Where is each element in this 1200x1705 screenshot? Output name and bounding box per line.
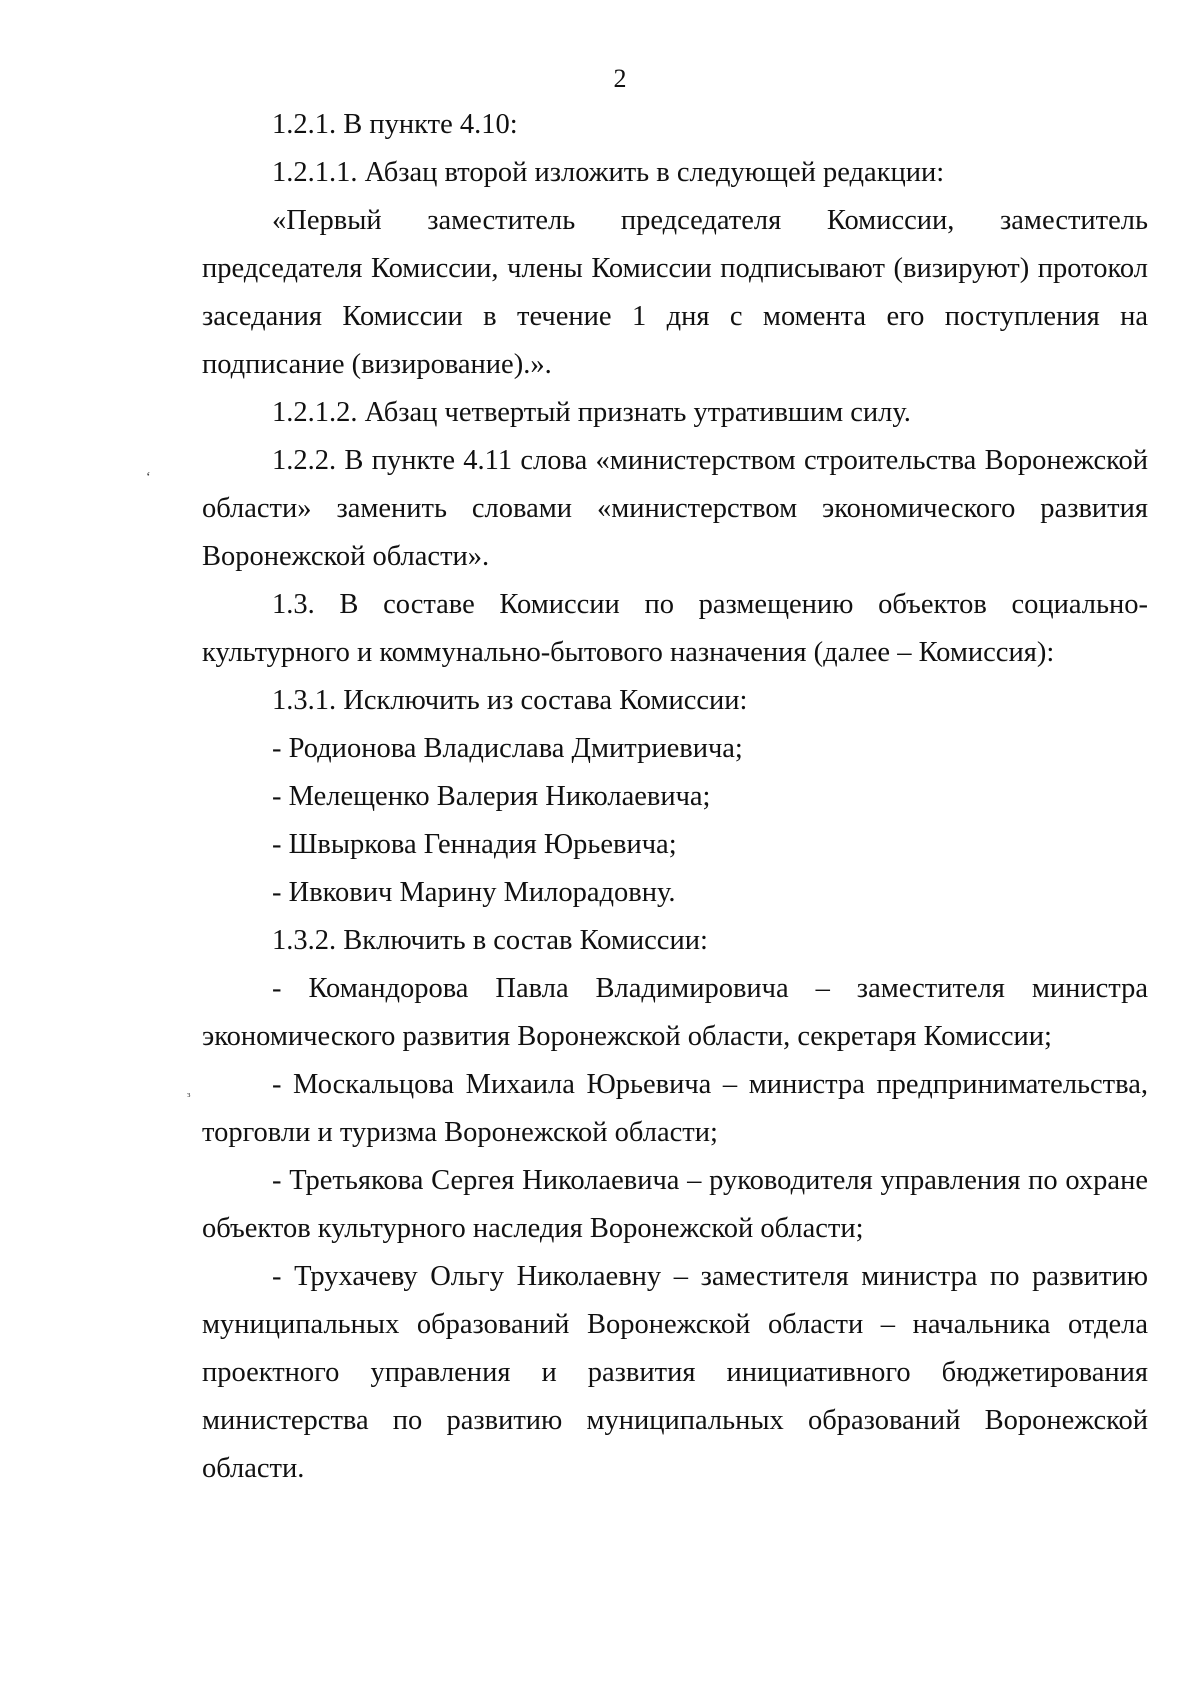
paragraph-1-2-1-1: 1.2.1.1. Абзац второй изложить в следующей редакции:: [272, 157, 945, 188]
paragraph-1-2-1: 1.2.1. В пункте 4.10:: [272, 109, 518, 140]
paragraph-1-2-1-2: 1.2.1.2. Абзац четвертый признать утратившим силу.: [272, 397, 911, 428]
list-item-excluded: - Мелещенко Валерия Николаевича;: [272, 781, 711, 812]
document-body: [202, 101, 1148, 1493]
list-item-included: - Командорова Павла Владимировича – заместителя министра экономического развития Воронежской области, секретаря Комиссии;: [202, 973, 1148, 1052]
list-item-included: - Трухачеву Ольгу Николаевну – заместителя министра по развитию муниципальных образований Воронежской области – начальника отдела проектного управления и развития инициативного бюджетирования министерства по развитию муниципальных образований Воронежской области.: [202, 1261, 1148, 1484]
list-item-excluded: - Швыркова Геннадия Юрьевича;: [272, 829, 677, 860]
paragraph-1-3-1: 1.3.1. Исключить из состава Комиссии:: [272, 685, 748, 716]
list-item-included: - Москальцова Михаила Юрьевича – министра предпринимательства, торговли и туризма Воронежской области;: [202, 1069, 1148, 1148]
list-item-excluded: - Ивкович Марину Милорадовну.: [272, 877, 676, 908]
scan-mark: ‘: [146, 470, 151, 485]
paragraph-1-3-2: 1.3.2. Включить в состав Комиссии:: [272, 925, 708, 956]
list-item-excluded: - Родионова Владислава Дмитриевича;: [272, 733, 743, 764]
paragraph-1-3: 1.3. В составе Комиссии по размещению объектов социально-культурного и коммунально-бытового назначения (далее – Комиссия):: [202, 589, 1148, 668]
paragraph-quote: «Первый заместитель председателя Комиссии, заместитель председателя Комиссии, члены Комиссии подписывают (визируют) протокол заседания Комиссии в течение 1 дня с момента его поступления на подписание (визирование).».: [202, 205, 1148, 380]
page-number: 2: [613, 64, 627, 93]
scan-mark: ᵌ: [187, 1090, 191, 1105]
list-item-included: - Третьякова Сергея Николаевича – руководителя управления по охране объектов культурного наследия Воронежской области;: [202, 1165, 1148, 1244]
paragraph-1-2-2: 1.2.2. В пункте 4.11 слова «министерством строительства Воронежской области» заменить словами «министерством экономического развития Воронежской области».: [202, 445, 1148, 572]
